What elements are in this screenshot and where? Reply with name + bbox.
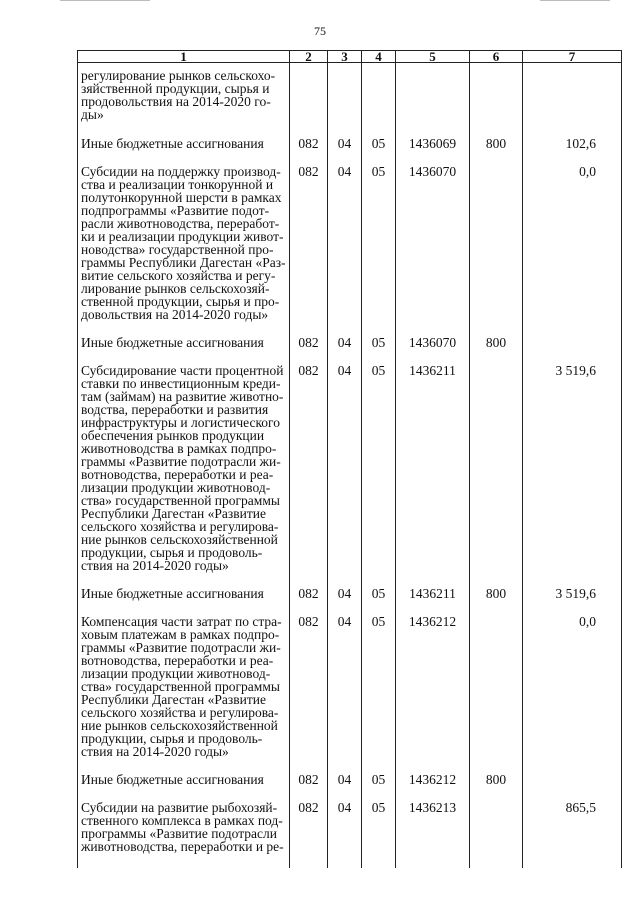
row-expense-type: 800 (470, 336, 523, 364)
table-row (78, 336, 622, 364)
row-expense-type: 800 (470, 587, 523, 615)
row-target-code: 1436069 (396, 137, 470, 165)
row-amount: 102,6 (523, 137, 622, 165)
table-row (78, 364, 622, 587)
row-ministry-code (290, 69, 328, 137)
table-row (78, 587, 622, 615)
row-amount: 0,0 (523, 615, 622, 773)
row-ministry-code: 082 (290, 587, 328, 615)
row-target-code: 1436212 (396, 773, 470, 801)
row-amount (523, 773, 622, 801)
row-subsection-code: 05 (362, 137, 396, 165)
header-col-2: 2 (290, 51, 328, 63)
row-description: Субсидии на поддержку производ-ства и реализации тонкорунной и полутонкорунной шерсти в рамках подпрограммы «Развитие подот-расли животноводства, переработ-ки и реализации продукции живот-новодства» государственной про-граммы Республики Дагестан «Раз-витие сельского хозяйства и регу-лирование рынков сельскохозяй-ственной продукции, сырья и про-довольствия на 2014-2020 годы» (78, 165, 290, 336)
row-amount: 865,5 (523, 801, 622, 868)
row-section-code: 04 (328, 364, 362, 587)
row-amount: 0,0 (523, 165, 622, 336)
row-expense-type (470, 165, 523, 336)
table-row (78, 801, 622, 868)
row-subsection-code: 05 (362, 801, 396, 868)
row-expense-type (470, 801, 523, 868)
header-col-5: 5 (396, 51, 470, 63)
row-description: Субсидирование части процентной ставки по инвестиционным креди-там (займам) на развитие животно-водства, переработки и развития инфраструктуры и логистического обеспечения рынков продукции животноводства в рамках подпро-граммы «Развитие подотрасли жи-вотноводства, переработки и реа-лизации продукции животновод-ства» государственной программы Республики Дагестан «Развитие сельского хозяйства и регулирова-ние рынков сельскохозяйственной продукции, сырья и продоволь-ствия на 2014-2020 годы» (78, 364, 290, 587)
row-description: Иные бюджетные ассигнования (78, 137, 290, 165)
header-col-4: 4 (362, 51, 396, 63)
row-ministry-code: 082 (290, 165, 328, 336)
row-target-code (396, 69, 470, 137)
scan-edge-mark-left (60, 0, 150, 1)
row-section-code: 04 (328, 137, 362, 165)
header-col-1: 1 (78, 51, 290, 63)
row-section-code: 04 (328, 801, 362, 868)
budget-table (77, 50, 622, 868)
row-target-code: 1436070 (396, 165, 470, 336)
row-description: Компенсация части затрат по стра-ховым платежам в рамках подпро-граммы «Развитие подотрасли жи-вотноводства, переработки и реа-лизации продукции животновод-ства» государственной программы Республики Дагестан «Развитие сельского хозяйства и регулирова-ние рынков сельскохозяйственной продукции, сырья и продоволь-ствия на 2014-2020 годы» (78, 615, 290, 773)
row-ministry-code: 082 (290, 615, 328, 773)
row-section-code: 04 (328, 773, 362, 801)
row-amount: 3 519,6 (523, 364, 622, 587)
row-section-code: 04 (328, 165, 362, 336)
row-description: Иные бюджетные ассигнования (78, 587, 290, 615)
page-number: 75 (314, 24, 326, 38)
row-ministry-code: 082 (290, 773, 328, 801)
row-target-code: 1436211 (396, 587, 470, 615)
row-section-code: 04 (328, 615, 362, 773)
row-target-code: 1436070 (396, 336, 470, 364)
row-target-code: 1436211 (396, 364, 470, 587)
row-description: Иные бюджетные ассигнования (78, 336, 290, 364)
row-subsection-code (362, 69, 396, 137)
row-subsection-code: 05 (362, 773, 396, 801)
row-section-code: 04 (328, 336, 362, 364)
table-row (78, 773, 622, 801)
row-ministry-code: 082 (290, 336, 328, 364)
row-amount (523, 69, 622, 137)
row-target-code: 1436212 (396, 615, 470, 773)
scan-edge-mark-right (540, 0, 610, 1)
table-row (78, 615, 622, 773)
row-description: Иные бюджетные ассигнования (78, 773, 290, 801)
row-subsection-code: 05 (362, 587, 396, 615)
row-section-code (328, 69, 362, 137)
row-expense-type: 800 (470, 137, 523, 165)
row-description: Субсидии на развитие рыбохозяй-ственного комплекса в рамках под-программы «Развитие подотрасли животноводства, переработки и ре- (78, 801, 290, 868)
row-ministry-code: 082 (290, 364, 328, 587)
row-expense-type: 800 (470, 773, 523, 801)
row-amount: 3 519,6 (523, 587, 622, 615)
row-subsection-code: 05 (362, 364, 396, 587)
row-subsection-code: 05 (362, 165, 396, 336)
table-row (78, 165, 622, 336)
table-row (78, 137, 622, 165)
row-expense-type (470, 69, 523, 137)
table-row (78, 69, 622, 137)
row-expense-type (470, 364, 523, 587)
row-target-code: 1436213 (396, 801, 470, 868)
table-body (78, 63, 622, 869)
header-col-7: 7 (523, 51, 622, 63)
row-description: регулирование рынков сельскохо-зяйственной продукции, сырья и продовольствия на 2014-2020 го-ды» (78, 69, 290, 137)
row-ministry-code: 082 (290, 137, 328, 165)
row-ministry-code: 082 (290, 801, 328, 868)
row-section-code: 04 (328, 587, 362, 615)
header-col-6: 6 (470, 51, 523, 63)
header-col-3: 3 (328, 51, 362, 63)
table-header (78, 51, 622, 63)
row-amount (523, 336, 622, 364)
row-expense-type (470, 615, 523, 773)
row-subsection-code: 05 (362, 615, 396, 773)
row-subsection-code: 05 (362, 336, 396, 364)
